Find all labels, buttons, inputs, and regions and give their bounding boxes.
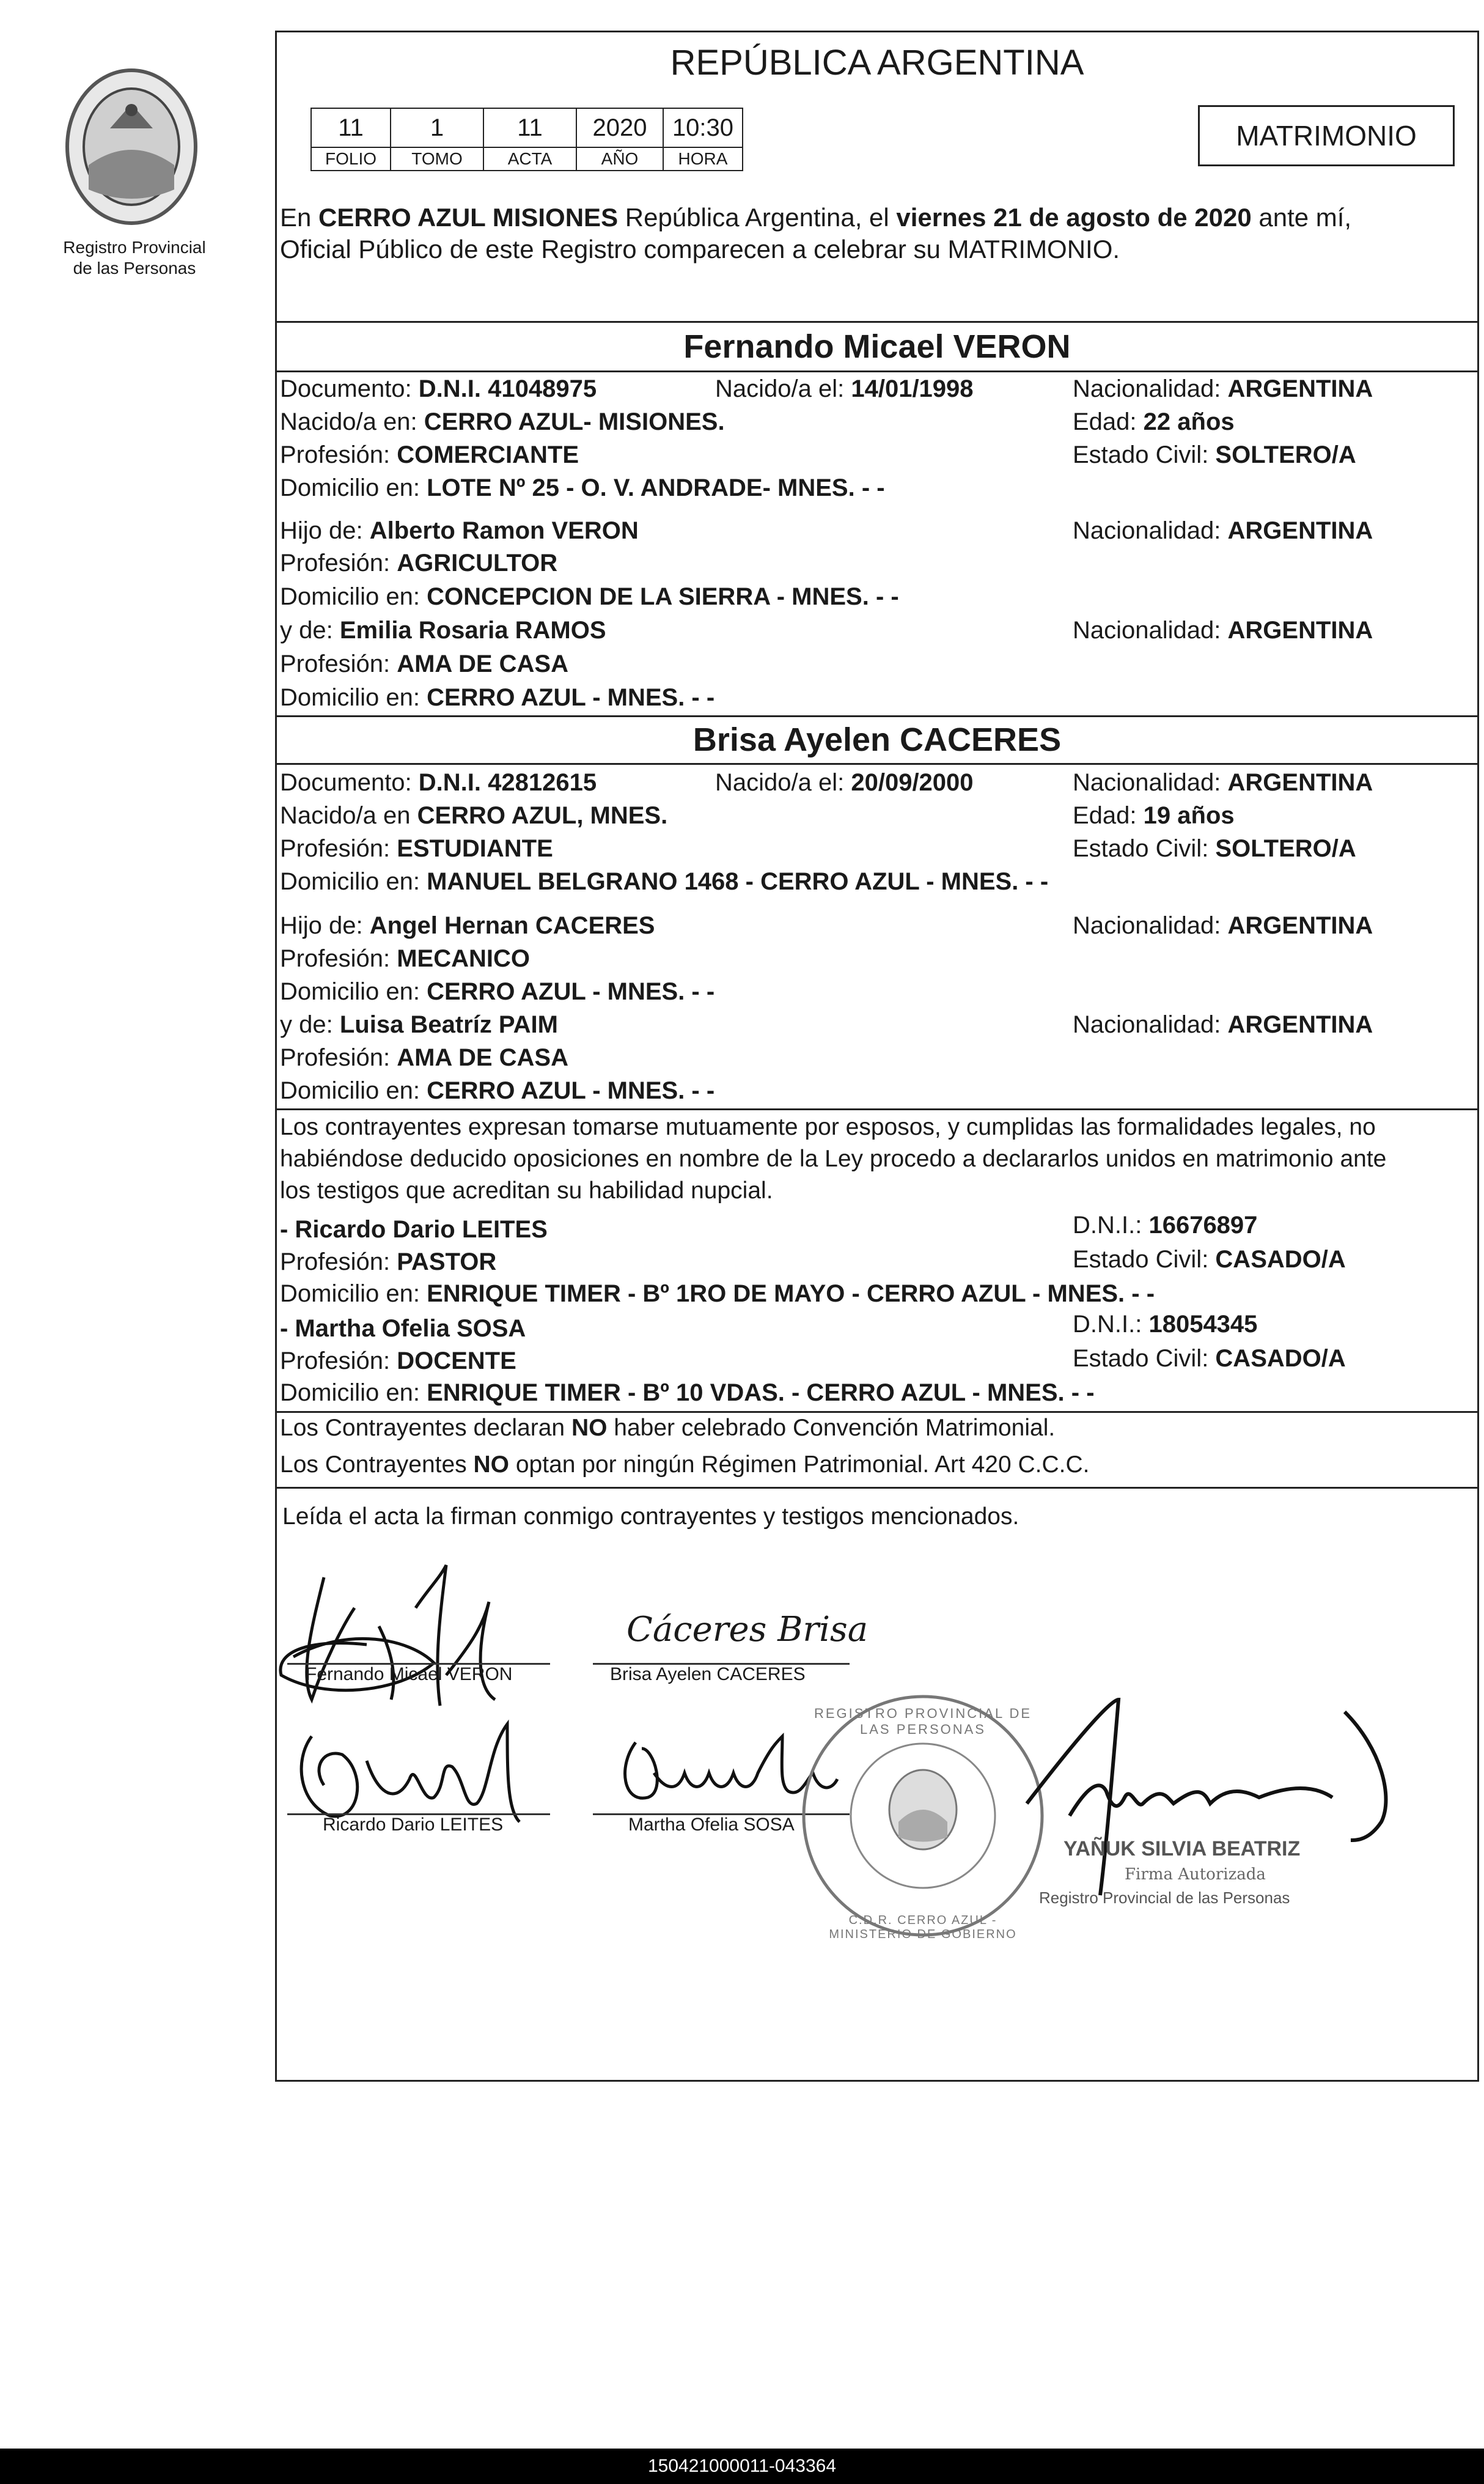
- witness2-civil-status: Estado Civil: CASADO/A: [1073, 1345, 1346, 1372]
- spouse2-document: Documento: D.N.I. 42812615: [280, 769, 597, 796]
- spouse1-birthdate: Nacido/a el: 14/01/1998: [715, 375, 974, 402]
- official-name: YAÑUK SILVIA BEATRIZ: [1063, 1837, 1301, 1860]
- witness2-domicile: Domicilio en: ENRIQUE TIMER - Bº 10 VDAS. - CERRO AZUL - MNES. - -: [280, 1379, 1095, 1406]
- divider-spouse1-name: [275, 370, 1479, 372]
- record-type-box: MATRIMONIO: [1198, 105, 1455, 166]
- closing-statement: Leída el acta la firman conmigo contrayentes y testigos mencionados.: [282, 1503, 1019, 1530]
- divider-closing: [275, 1487, 1479, 1489]
- signature-label-witness2: Martha Ofelia SOSA: [628, 1815, 795, 1835]
- declaration-line2: habiéndose deducido oposiciones en nombre de la Ley procedo a declararlos unidos en matrimonio ante: [280, 1146, 1387, 1172]
- spouse1-mother: y de: Emilia Rosaria RAMOS: [280, 617, 606, 644]
- intro-line1: En CERRO AZUL MISIONES República Argentina, el viernes 21 de agosto de 2020 ante mí,: [280, 203, 1352, 232]
- stamp-ring-text-top: REGISTRO PROVINCIAL DE LAS PERSONAS: [814, 1706, 1032, 1737]
- witness2-profession: Profesión: DOCENTE: [280, 1347, 516, 1374]
- spouse2-profession: Profesión: ESTUDIANTE: [280, 835, 553, 862]
- spouse2-father-nationality: Nacionalidad: ARGENTINA: [1073, 912, 1373, 939]
- spouse1-nationality: Nacionalidad: ARGENTINA: [1073, 375, 1373, 402]
- witness1-domicile: Domicilio en: ENRIQUE TIMER - Bº 1RO DE MAYO - CERRO AZUL - MNES. - -: [280, 1280, 1155, 1307]
- spouse2-father-domicile: Domicilio en: CERRO AZUL - MNES. - -: [280, 978, 715, 1005]
- record-index-table: [310, 108, 743, 171]
- province-seal-logo: [61, 67, 202, 232]
- anio-label: AÑO: [576, 147, 663, 171]
- witness2-dni: D.N.I.: 18054345: [1073, 1311, 1258, 1338]
- stamp-ring-text-bottom: C.D.R. CERRO AZUL - MINISTERIO DE GOBIERNO: [829, 1914, 1017, 1941]
- spouse1-birthplace: Nacido/a en: CERRO AZUL- MISIONES.: [280, 408, 725, 435]
- spouse2-mother-domicile: Domicilio en: CERRO AZUL - MNES. - -: [280, 1077, 715, 1104]
- witness1-profession: Profesión: PASTOR: [280, 1248, 497, 1275]
- folio-label: FOLIO: [311, 147, 391, 171]
- celebration-place: CERRO AZUL MISIONES: [318, 203, 619, 232]
- acta-label: ACTA: [483, 147, 576, 171]
- spouse2-mother: y de: Luisa Beatríz PAIM: [280, 1011, 558, 1038]
- signature-label-spouse2: Brisa Ayelen CACERES: [610, 1664, 806, 1684]
- hora-value: 10:30: [663, 108, 743, 147]
- celebration-date: viernes 21 de agosto de 2020: [896, 203, 1252, 232]
- spouse2-father-profession: Profesión: MECANICO: [280, 945, 530, 972]
- registry-name-line1: Registro Provincial: [63, 238, 206, 257]
- spouse2-birthdate: Nacido/a el: 20/09/2000: [715, 769, 974, 796]
- divider-declaration: [275, 1108, 1479, 1110]
- witness2-name: - Martha Ofelia SOSA: [280, 1315, 526, 1342]
- footer-document-code: 150421000011-043364: [0, 2449, 1484, 2484]
- spouse1-mother-domicile: Domicilio en: CERRO AZUL - MNES. - -: [280, 684, 715, 711]
- witness1-dni: D.N.I.: 16676897: [1073, 1212, 1258, 1239]
- spouse1-name: Fernando Micael VERON: [683, 328, 1071, 365]
- declaration-line1: Los contrayentes expresan tomarse mutuamente por esposos, y cumplidas las formalidades legales, no: [280, 1114, 1376, 1140]
- spouse1-father: Hijo de: Alberto Ramon VERON: [280, 517, 639, 544]
- witness1-civil-status: Estado Civil: CASADO/A: [1073, 1246, 1346, 1273]
- folio-value: 11: [311, 108, 391, 147]
- spouse2-birthplace: Nacido/a en CERRO AZUL, MNES.: [280, 802, 668, 829]
- registry-name-line2: de las Personas: [73, 259, 196, 278]
- declaration-line3: los testigos que acreditan su habilidad nupcial.: [280, 1178, 773, 1204]
- signature-brisa-handwriting: Cáceres Brisa: [626, 1610, 869, 1649]
- country-title: REPÚBLICA ARGENTINA: [670, 43, 1084, 83]
- spouse1-domicile: Domicilio en: LOTE Nº 25 - O. V. ANDRADE- MNES. - -: [280, 474, 885, 501]
- convention-line2: Los Contrayentes NO optan por ningún Régimen Patrimonial. Art 420 C.C.C.: [280, 1451, 1090, 1478]
- spouse1-father-domicile: Domicilio en: CONCEPCION DE LA SIERRA - MNES. - -: [280, 583, 899, 610]
- divider-spouse2-name: [275, 763, 1479, 765]
- spouse2-father: Hijo de: Angel Hernan CACERES: [280, 912, 655, 939]
- signature-fernando-scribble: [275, 1553, 562, 1724]
- intro-line2: Oficial Público de este Registro comparecen a celebrar su MATRIMONIO.: [280, 235, 1120, 264]
- spouse2-domicile: Domicilio en: MANUEL BELGRANO 1468 - CERRO AZUL - MNES. - -: [280, 868, 1049, 895]
- tomo-value: 1: [391, 108, 483, 147]
- spouse1-father-profession: Profesión: AGRICULTOR: [280, 550, 558, 577]
- spouse1-document: Documento: D.N.I. 41048975: [280, 375, 597, 402]
- spouse1-age: Edad: 22 años: [1073, 408, 1235, 435]
- spouse2-mother-nationality: Nacionalidad: ARGENTINA: [1073, 1011, 1373, 1038]
- witness1-name: - Ricardo Dario LEITES: [280, 1216, 548, 1243]
- spouse2-age: Edad: 19 años: [1073, 802, 1235, 829]
- anio-value: 2020: [576, 108, 663, 147]
- signature-label-spouse1: Fernando Micael VERON: [306, 1664, 513, 1684]
- spouse1-profession: Profesión: COMERCIANTE: [280, 441, 579, 468]
- acta-value: 11: [483, 108, 576, 147]
- spouse2-mother-profession: Profesión: AMA DE CASA: [280, 1044, 568, 1071]
- spouse1-civil-status: Estado Civil: SOLTERO/A: [1073, 441, 1356, 468]
- spouse1-mother-profession: Profesión: AMA DE CASA: [280, 650, 568, 677]
- hora-label: HORA: [663, 147, 743, 171]
- signature-label-witness1: Ricardo Dario LEITES: [323, 1815, 504, 1835]
- divider-spouse1: [275, 321, 1479, 323]
- divider-spouse2: [275, 715, 1479, 717]
- official-office: Registro Provincial de las Personas: [1039, 1889, 1290, 1907]
- tomo-label: TOMO: [391, 147, 483, 171]
- spouse1-mother-nationality: Nacionalidad: ARGENTINA: [1073, 617, 1373, 644]
- official-role: Firma Autorizada: [1125, 1865, 1266, 1884]
- spouse1-father-nationality: Nacionalidad: ARGENTINA: [1073, 517, 1373, 544]
- spouse2-civil-status: Estado Civil: SOLTERO/A: [1073, 835, 1356, 862]
- convention-line1: Los Contrayentes declaran NO haber celebrado Convención Matrimonial.: [280, 1415, 1056, 1441]
- spouse2-nationality: Nacionalidad: ARGENTINA: [1073, 769, 1373, 796]
- spouse2-name: Brisa Ayelen CACERES: [692, 721, 1062, 758]
